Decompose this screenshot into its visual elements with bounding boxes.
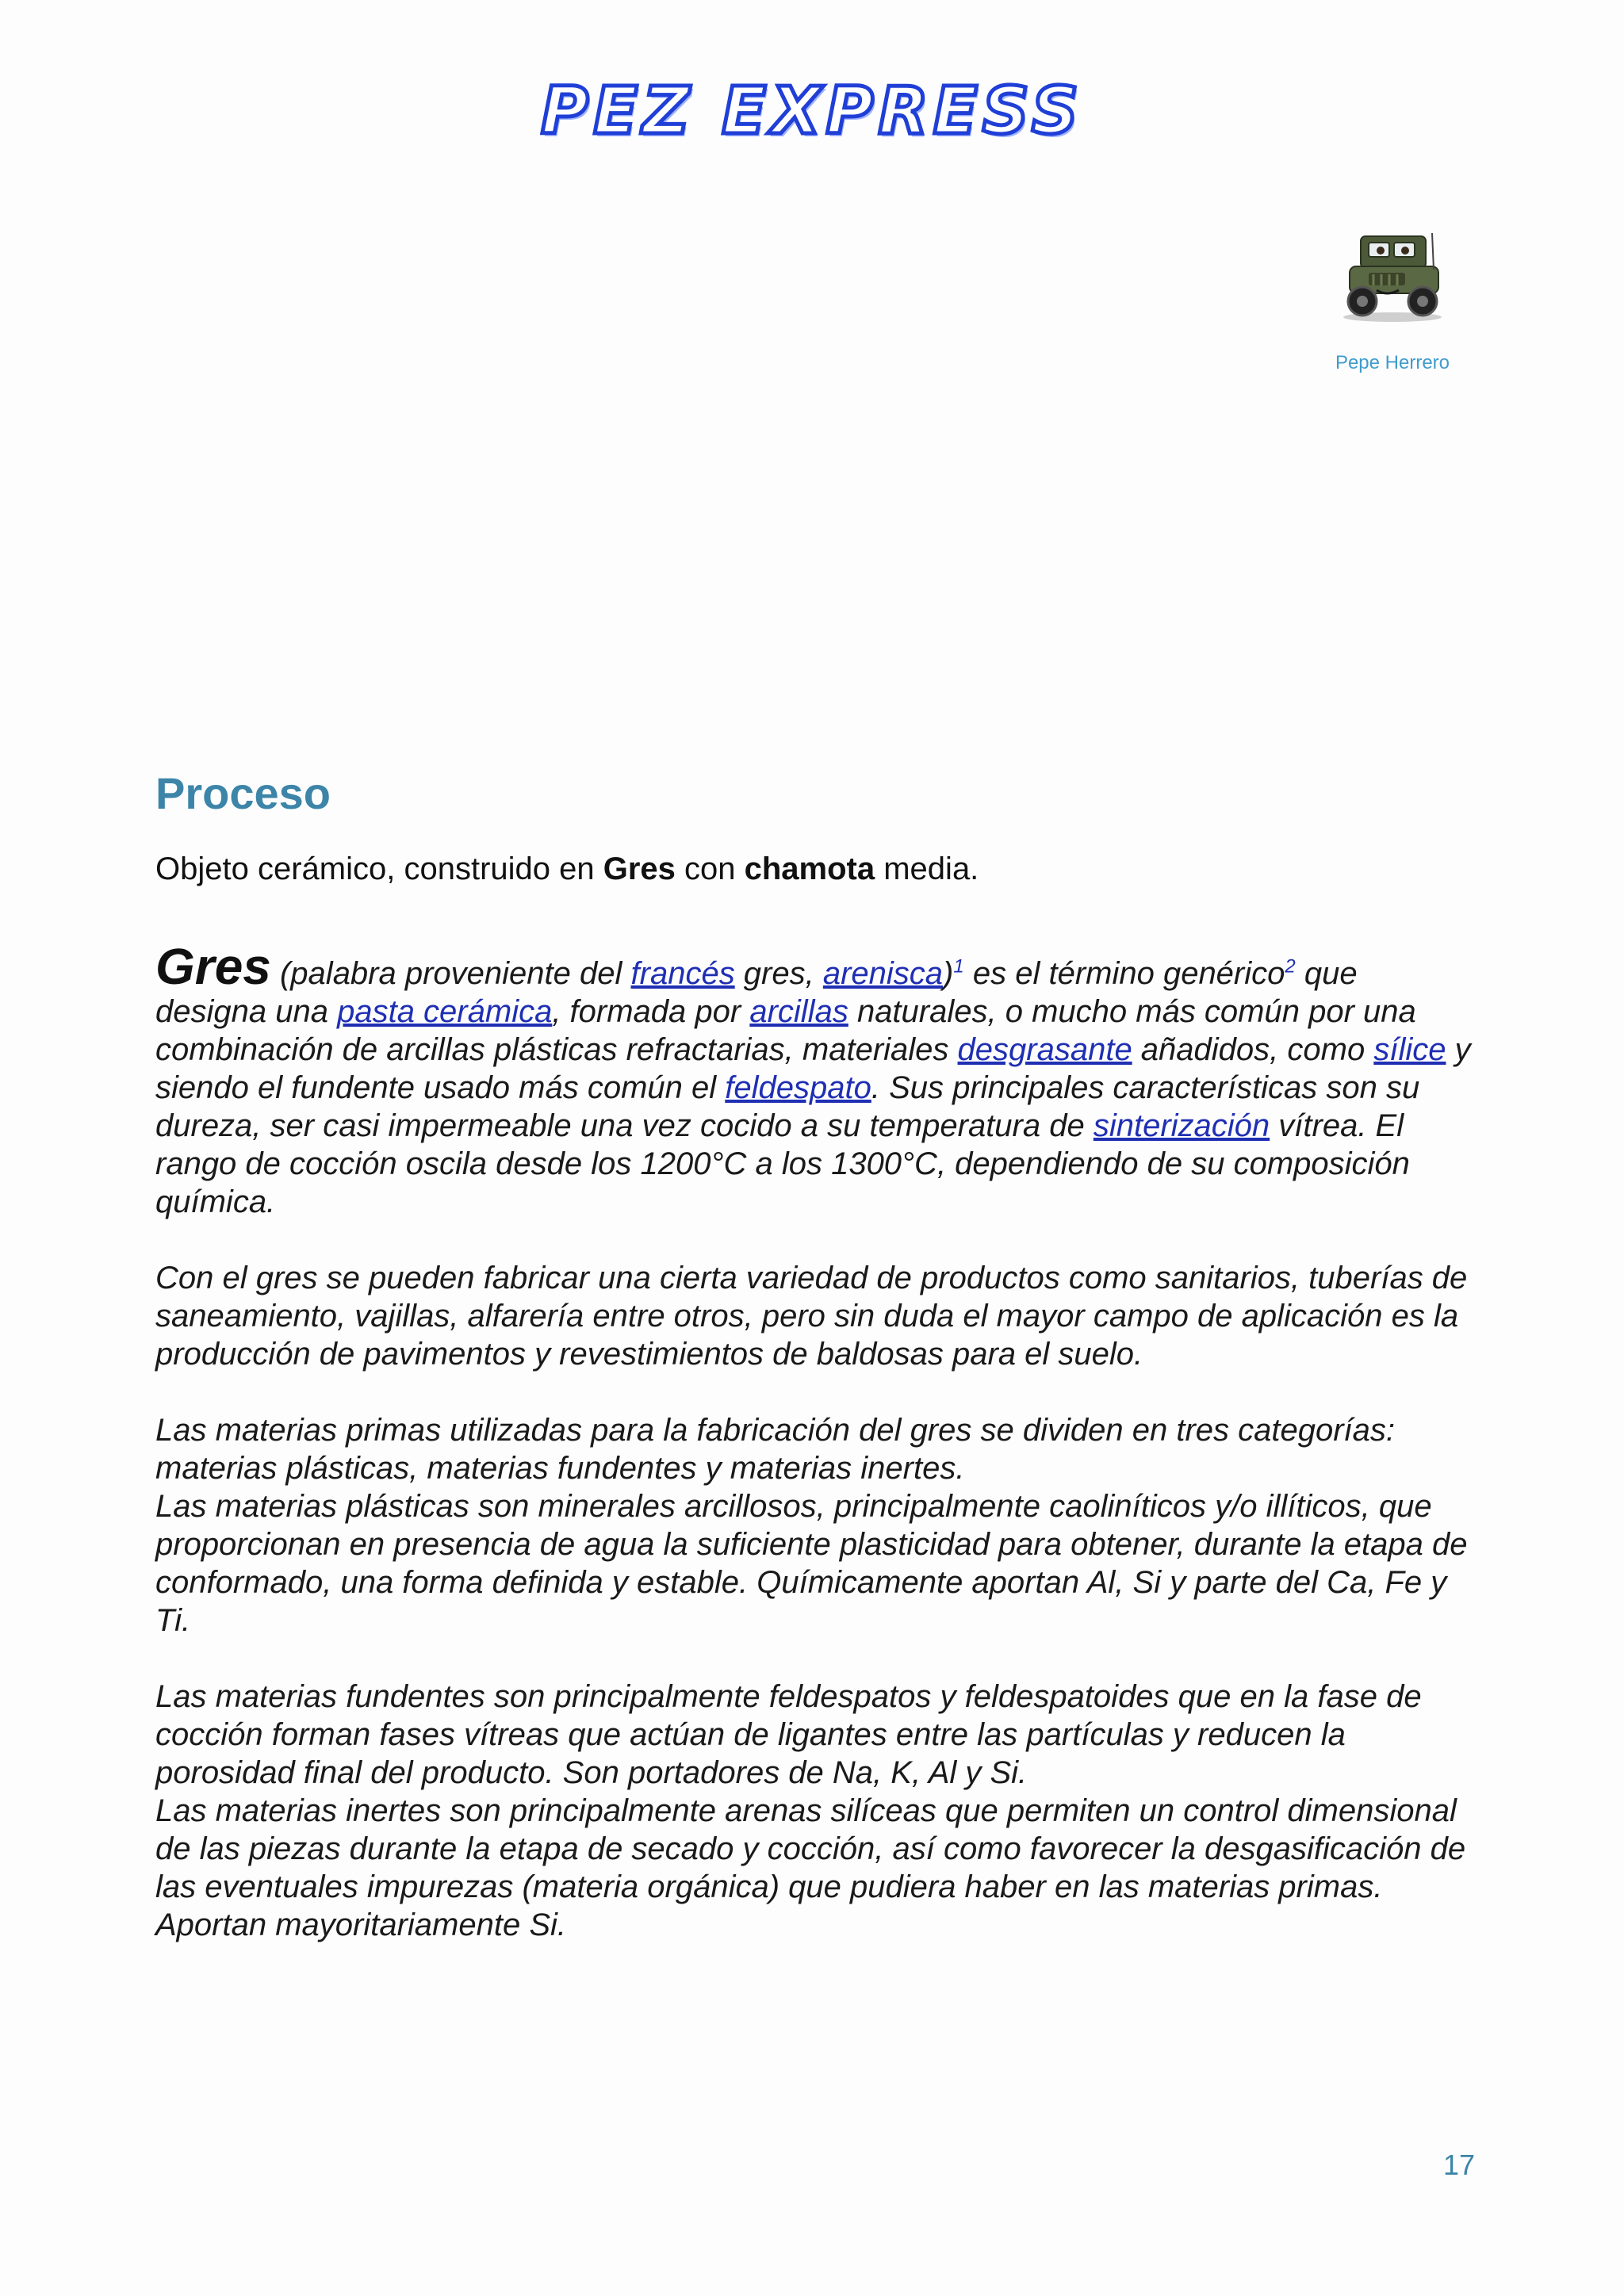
paragraph-text: que designa una bbox=[155, 956, 1358, 1029]
section-heading: Proceso bbox=[155, 768, 331, 818]
army-jeep-character-icon bbox=[1337, 230, 1448, 323]
paragraph-plastic-materials: Las materias plásticas son minerales arcillosos, principalmente caoliníticos y/o illíticos, que proporcionan en presencia de agua la suficiente plasticidad para obtener, durante la etapa de conformado, una forma definida y estable. Químicamente aportan Al, Si y parte del Ca, Fe y Ti. bbox=[155, 1489, 1468, 1638]
paragraph-text: naturales, o mucho más común por una combinación de arcillas plásticas refractarias, materiales bbox=[155, 994, 1416, 1067]
paragraph-text: gres, bbox=[734, 956, 823, 991]
intro-bold-chamota: chamota bbox=[744, 851, 875, 886]
page-number: 17 bbox=[1442, 2149, 1475, 2181]
intro-text: con bbox=[675, 851, 745, 886]
paragraph-gres-definition bbox=[155, 938, 1472, 1221]
link-desgrasante[interactable]: desgrasante bbox=[957, 1032, 1132, 1067]
magazine-title: PEZ EXPRESS bbox=[541, 74, 1083, 149]
intro-text: media. bbox=[875, 851, 979, 886]
intro-bold-gres: Gres bbox=[603, 851, 676, 886]
link-arcillas[interactable]: arcillas bbox=[749, 994, 848, 1029]
paragraph-text: , formada por bbox=[552, 994, 750, 1029]
link-arenisca[interactable]: arenisca bbox=[822, 956, 944, 991]
link-sinterizacion[interactable]: sinterización bbox=[1093, 1108, 1270, 1143]
paragraph-text: es el término genérico bbox=[963, 956, 1285, 991]
dropword-gres: Gres bbox=[155, 938, 271, 995]
intro-text: Objeto cerámico, construido en bbox=[155, 851, 603, 886]
paragraph-text: . Sus principales características son su dureza, ser casi impermeable una vez cocido a su temperatura de bbox=[155, 1070, 1420, 1143]
article-body bbox=[155, 938, 1472, 1982]
paragraph-applications: Con el gres se pueden fabricar una cierta variedad de productos como sanitarios, tuberías de saneamiento, vajillas, alfarería entre otros, pero sin duda el mayor campo de aplicación es la producción de pavimentos y revestimientos de baldosas para el suelo. bbox=[155, 1261, 1468, 1372]
paragraph-raw-materials: Las materias primas utilizadas para la fabricación del gres se dividen en tres categorías: materias plásticas, materias fundentes y materias inertes. bbox=[155, 1413, 1396, 1486]
paragraph-text: vítrea. El rango de cocción oscila desde los 1200°C a los 1300°C, dependiendo de su composición química. bbox=[155, 1108, 1410, 1219]
link-silice[interactable]: sílice bbox=[1373, 1032, 1446, 1067]
paragraph-text: añadidos, como bbox=[1132, 1032, 1374, 1067]
link-feldespato[interactable]: feldespato bbox=[725, 1070, 871, 1105]
paragraph-inert-materials: Las materias inertes son principalmente arenas silíceas que permiten un control dimensional de las piezas durante la etapa de secado y cocción, así como favorecer la desgasificación de las eventuales impurezas (materia orgánica) que pudiera haber en las materias primas. Aportan mayoritariamente Si. bbox=[155, 1793, 1466, 1942]
link-frances[interactable]: francés bbox=[630, 956, 735, 991]
author-name: Pepe Herrero bbox=[1335, 352, 1450, 373]
paragraph-text: (palabra proveniente del bbox=[270, 956, 631, 991]
paragraph-text: ) bbox=[943, 956, 954, 991]
link-pasta-ceramica[interactable]: pasta cerámica bbox=[337, 994, 553, 1029]
footnote-ref-1[interactable]: 1 bbox=[953, 955, 964, 978]
paragraph-text: y siendo el fundente usado más común el bbox=[155, 1032, 1471, 1105]
author-block bbox=[1300, 230, 1484, 374]
paragraph-fluxing-materials: Las materias fundentes son principalmente feldespatos y feldespatoides que en la fase de cocción forman fases vítreas que actúan de ligantes entre las partículas y reducen la porosidad final del producto. Son portadores de Na, K, Al y Si. bbox=[155, 1679, 1422, 1790]
footnote-ref-2[interactable]: 2 bbox=[1285, 955, 1296, 978]
intro-line bbox=[155, 848, 1464, 890]
